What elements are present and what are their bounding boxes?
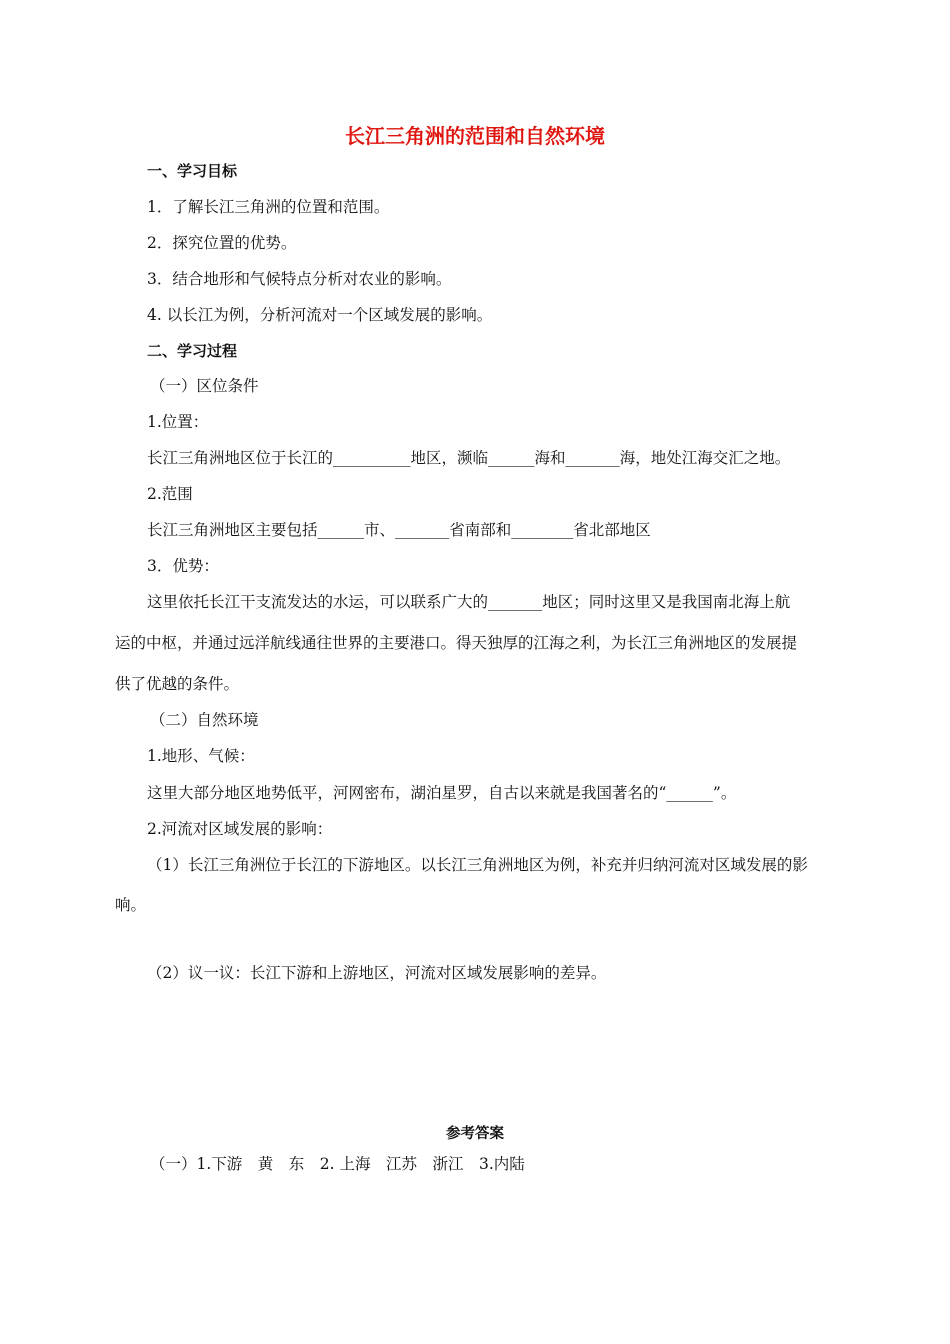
range-label: 2.范围 (147, 485, 193, 503)
range-text: 长江三角洲地区主要包括______市、_______省南部和________省北部地区 (147, 521, 651, 539)
advantage-label: 3．优势： (147, 557, 219, 575)
river-label: 2.河流对区域发展的影响： (147, 820, 333, 838)
section-heading-process: 二、学习过程 (147, 342, 238, 360)
position-label: 1.位置： (147, 413, 209, 431)
objective-item: 4. 以长江为例，分析河流对一个区域发展的影响。 (147, 306, 493, 324)
objective-item: 3．结合地形和气候特点分析对农业的影响。 (147, 270, 452, 288)
terrain-text: 这里大部分地区地势低平，河网密布，湖泊星罗，自古以来就是我国著名的“______”。 (147, 784, 737, 802)
answers-heading: 参考答案 (446, 1126, 504, 1142)
objective-item: 1．了解长江三角洲的位置和范围。 (147, 198, 390, 216)
subsection-heading-location: （一）区位条件 (150, 377, 259, 395)
position-text: 长江三角洲地区位于长江的__________地区，濒临______海和_______海，地处江海交汇之地。 (147, 449, 791, 467)
advantage-text-line: 运的中枢，并通过远洋航线通往世界的主要港口。得天独厚的江海之利，为长江三角洲地区的发展提 (115, 634, 798, 652)
question-1-line: 响。 (115, 896, 147, 914)
subsection-heading-environment: （二）自然环境 (150, 711, 259, 729)
page-title: 长江三角洲的范围和自然环境 (345, 124, 605, 148)
objective-item: 2．探究位置的优势。 (147, 234, 297, 252)
question-2: （2）议一议：长江下游和上游地区，河流对区域发展影响的差异。 (147, 964, 607, 982)
question-1-line: （1）长江三角洲位于长江的下游地区。以长江三角洲地区为例，补充并归纳河流对区域发展的影 (147, 856, 808, 874)
terrain-label: 1.地形、气候： (147, 747, 255, 765)
answers-text: （一）1.下游 黄 东 2. 上海 江苏 浙江 3.内陆 (150, 1155, 525, 1173)
advantage-text-line: 这里依托长江干支流发达的水运，可以联系广大的_______地区；同时这里又是我国南北海上航 (147, 593, 791, 611)
advantage-text-line: 供了优越的条件。 (115, 675, 240, 693)
section-heading-objectives: 一、学习目标 (147, 162, 238, 180)
